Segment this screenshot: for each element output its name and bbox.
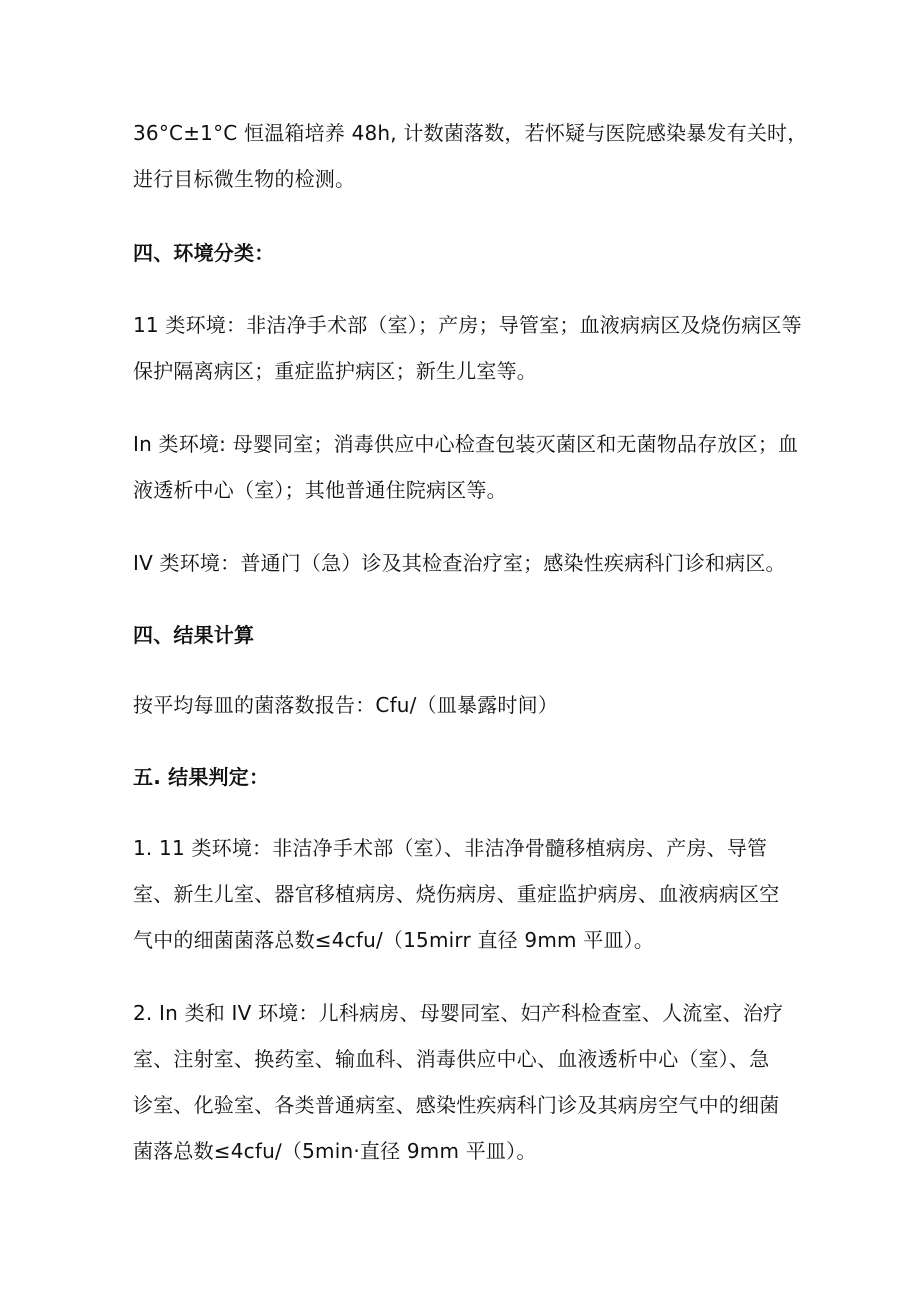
text-line: 1. 11 类环境：非洁净手术部（室）、非洁净骨髓移植病房、产房、导管 bbox=[133, 836, 768, 860]
paragraph-class-iii-environment bbox=[133, 421, 813, 513]
text-line: In 类环境: 母婴同室；消毒供应中心检查包装灭菌区和无菌物品存放区；血 bbox=[133, 432, 799, 456]
text-line: 保护隔离病区；重症监护病区；新生儿室等。 bbox=[133, 359, 537, 383]
heading-result-calculation bbox=[133, 612, 813, 658]
section-heading: 四、环境分类： bbox=[133, 241, 275, 265]
text-line: 按平均每皿的菌落数报告：Cfu/（皿暴露时间） bbox=[133, 693, 559, 717]
text-line: 液透析中心（室）；其他普通住院病区等。 bbox=[133, 478, 507, 502]
section-heading: 四、结果计算 bbox=[133, 623, 255, 647]
paragraph-culture-conditions bbox=[133, 110, 813, 202]
heading-environment-classification bbox=[133, 230, 813, 276]
paragraph-criterion-2 bbox=[133, 990, 813, 1174]
text-line: 36°C±1°C 恒温箱培养 48h, 计数菌落数，若怀疑与医院感染暴发有关时， bbox=[133, 121, 808, 145]
text-line: 进行目标微生物的检测。 bbox=[133, 167, 356, 191]
paragraph-criterion-1 bbox=[133, 825, 813, 963]
heading-result-judgement bbox=[133, 754, 813, 800]
text-line: 11 类环境：非洁净手术部（室）；产房；导管室；血液病病区及烧伤病区等 bbox=[133, 313, 802, 337]
paragraph-class-ii-environment bbox=[133, 302, 813, 394]
section-heading: 五. 结果判定： bbox=[133, 765, 270, 789]
text-line: 诊室、化验室、各类普通病室、感染性疾病科门诊及其病房空气中的细菌 bbox=[133, 1093, 780, 1117]
text-line: 室、新生儿室、器官移植病房、烧伤病房、重症监护病房、血液病病区空 bbox=[133, 882, 780, 906]
text-line: 菌落总数≤4cfu∕（5min·直径 9mm 平皿）。 bbox=[133, 1139, 537, 1163]
text-line: 气中的细菌菌落总数≤4cfu/（15mirr 直径 9mm 平皿）。 bbox=[133, 928, 655, 952]
paragraph-report-format bbox=[133, 682, 813, 728]
text-line: 2. In 类和 IV 环境：儿科病房、母婴同室、妇产科检查室、人流室、治疗 bbox=[133, 1001, 784, 1025]
text-line: 室、注射室、换药室、输血科、消毒供应中心、血液透析中心（室）、急 bbox=[133, 1047, 770, 1071]
text-line: IV 类环境：普通门（急）诊及其检查治疗室；感染性疾病科门诊和病区。 bbox=[133, 551, 786, 575]
paragraph-class-iv-environment bbox=[133, 540, 813, 586]
